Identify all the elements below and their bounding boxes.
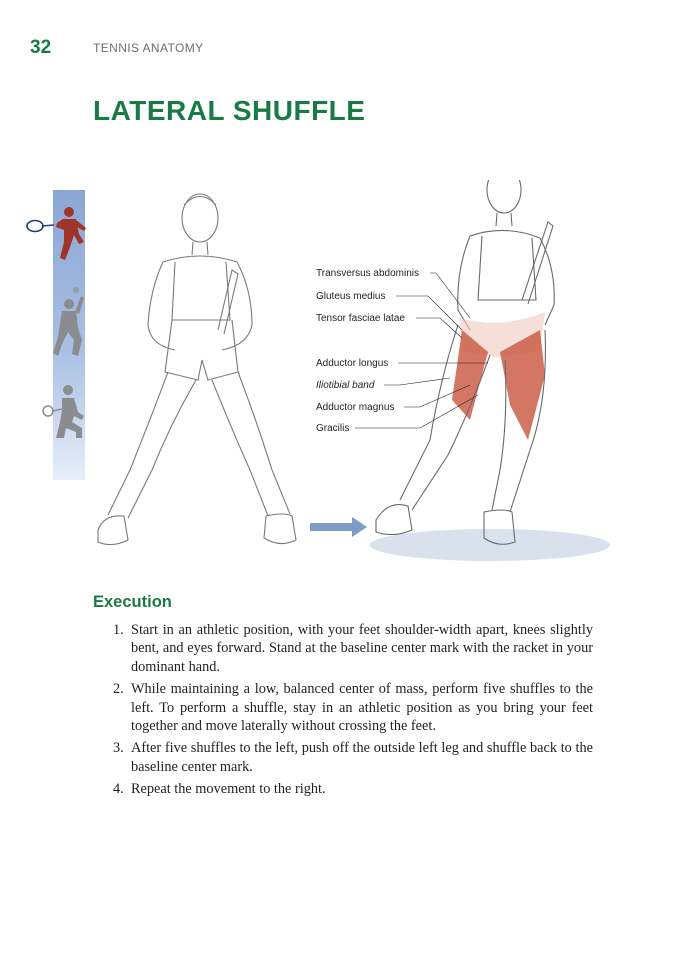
anatomy-figure [376,180,554,544]
execution-step [93,680,593,735]
execution-steps [93,621,593,803]
muscle-label-iliotibial-band [316,378,450,391]
svg-text:Gluteus medius: Gluteus medius [316,291,386,302]
step-number: 4. [113,781,124,798]
step-number: 2. [113,681,124,698]
svg-text:Transversus abdominis: Transversus abdominis [316,268,420,279]
muscle-label-gluteus-medius [316,291,462,330]
step-text: After five shuffles to the left, push off the outside left leg and shuffle back to the baseline center mark. [131,740,593,775]
execution-step [93,739,593,776]
running-head: TENNIS ANATOMY [93,41,204,55]
svg-text:Iliotibial band: Iliotibial band [316,380,375,391]
page-title: LATERAL SHUFFLE [93,95,366,126]
execution-heading: Execution [93,593,172,611]
step-number: 1. [113,622,124,638]
svg-text:Gracilis: Gracilis [316,423,350,434]
svg-text:Tensor fasciae latae: Tensor fasciae latae [316,313,405,324]
exercise-illustration [0,180,686,580]
movement-arrow [310,517,367,537]
step-number: 3. [113,740,124,757]
step-text: Repeat the movement to the right. [131,781,326,798]
muscle-label-tensor-fasciae-latae [316,313,462,338]
svg-text:Adductor longus: Adductor longus [316,358,389,369]
step-text: While maintaining a low, balanced center of mass, perform five shuffles to the left. To perform a shuffle, stay in an athletic position as you bring your feet together and move laterally without crossing the feet. [131,681,593,735]
svg-text:Adductor magnus: Adductor magnus [316,402,395,413]
start-position-figure [98,194,296,545]
execution-step [93,780,593,798]
execution-step [93,621,593,676]
page-number: 32 [30,37,52,58]
step-text: Start in an athletic position, with your feet shoulder-width apart, knees slightly bent, and eyes forward. Stand at the baseline center mark with the racket in your dominant hand. [131,622,593,675]
